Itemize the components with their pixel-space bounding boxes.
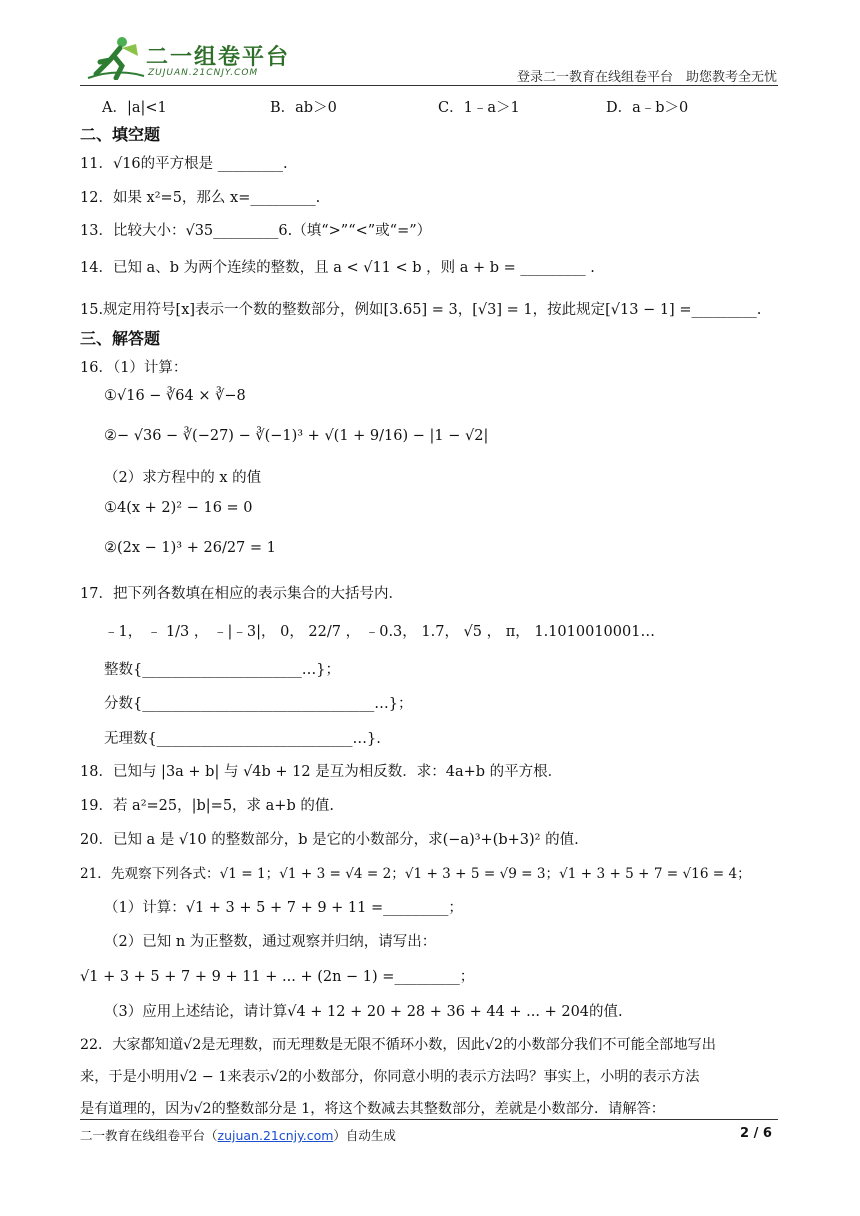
page-number: 2 / 6 — [740, 1126, 772, 1141]
question-21-sub2-formula: √1 + 3 + 5 + 7 + 9 + 11 + ... + (2n − 1) =_________； — [80, 969, 475, 985]
logo — [86, 34, 291, 80]
question-21-sub3: （3）应用上述结论，请计算√4 + 12 + 20 + 28 + 36 + 44 + ... + 204的值. — [104, 1004, 623, 1020]
footer-prefix: 二一教育在线组卷平台（ — [80, 1128, 218, 1143]
question-12: 12．如果 x²=5，那么 x=_________. — [80, 190, 321, 206]
question-17-fractions: 分数{________________________________…}； — [104, 696, 413, 712]
question-21-sub1: （1）计算：√1 + 3 + 5 + 7 + 9 + 11 =_________； — [104, 900, 463, 916]
footer-divider — [80, 1119, 778, 1120]
question-11: 11．√16的平方根是 _________. — [80, 156, 288, 172]
question-16-sub2: （2）求方程中的 x 的值 — [104, 470, 262, 486]
logo-subtitle: ZUJUAN.21CNJY.COM — [148, 68, 259, 78]
option-d: D．a﹣b＞0 — [606, 100, 689, 116]
question-16-title: 16．（1）计算： — [80, 360, 188, 376]
logo-title: 二一组卷平台 — [146, 45, 291, 70]
question-19: 19．若 a²=25，|b|=5，求 a+b 的值. — [80, 798, 334, 814]
option-c: C．1﹣a＞1 — [438, 100, 520, 116]
section-heading-answer: 三、解答题 — [80, 329, 161, 348]
question-22-line2: 来，于是小明用√2 − 1来表示√2的小数部分，你同意小明的表示方法吗？事实上，小明的表示方法 — [80, 1069, 700, 1085]
question-14: 14．已知 a、b 为两个连续的整数，且 a < √11 < b ，则 a + b = _________ . — [80, 260, 595, 276]
option-a: A．|a|<1 — [102, 100, 167, 116]
question-16-part2: ②− √36 − ∛(−27) − ∛(−1)³ + √(1 + 9/16) − |1 − √2| — [104, 428, 489, 444]
question-16-part4: ②(2x − 1)³ + 26/27 = 1 — [104, 540, 276, 556]
question-17-numbers: ﹣1， ﹣ 1/3 ， ﹣|﹣3|， 0， 22/7 ， ﹣0.3， 1.7， √5 ， π， 1.1010010001… — [104, 624, 655, 640]
option-b: B．ab＞0 — [270, 100, 337, 116]
question-22-line1: 22．大家都知道√2是无理数，而无理数是无限不循环小数，因此√2的小数部分我们不可能全部地写出 — [80, 1037, 716, 1053]
section-heading-fill: 二、填空题 — [80, 125, 161, 144]
question-21-title: 21．先观察下列各式：√1 = 1；√1 + 3 = √4 = 2；√1 + 3 + 5 = √9 = 3；√1 + 3 + 5 + 7 = √16 = 4； — [80, 866, 751, 882]
footer-suffix: ）自动生成 — [333, 1128, 396, 1143]
footer-text — [80, 1126, 396, 1144]
question-15: 15.规定用符号[x]表示一个数的整数部分，例如[3.65] = 3，[√3] = 1，按此规定[√13 − 1] =_________. — [80, 302, 762, 318]
question-13: 13．比较大小：√35_________6.（填“>”“<”或“=”） — [80, 223, 432, 239]
question-16-part1: ①√16 − ∛64 × ∛−8 — [104, 388, 246, 404]
question-17-irrationals: 无理数{___________________________…}. — [104, 731, 381, 747]
runner-logo-icon — [86, 34, 146, 80]
question-17-title: 17．把下列各数填在相应的表示集合的大括号内． — [80, 586, 403, 602]
question-20: 20．已知 a 是 √10 的整数部分，b 是它的小数部分，求(−a)³+(b+3)² 的值. — [80, 832, 579, 848]
header-divider — [80, 85, 778, 86]
footer-site-link[interactable]: zujuan.21cnjy.com — [217, 1128, 334, 1143]
question-21-sub2: （2）已知 n 为正整数，通过观察并归纳，请写出： — [104, 934, 437, 950]
header-slogan: 登录二一教育在线组卷平台 助您教考全无忧 — [517, 70, 778, 85]
question-18: 18．已知与 |3a + b| 与 √4b + 12 是互为相反数．求：4a+b 的平方根． — [80, 764, 563, 780]
question-22-line3: 是有道理的，因为√2的整数部分是 1，将这个数减去其整数部分，差就是小数部分．请解答： — [80, 1101, 665, 1117]
question-17-integers: 整数{______________________…}； — [104, 662, 340, 678]
question-16-part3: ①4(x + 2)² − 16 = 0 — [104, 500, 253, 516]
